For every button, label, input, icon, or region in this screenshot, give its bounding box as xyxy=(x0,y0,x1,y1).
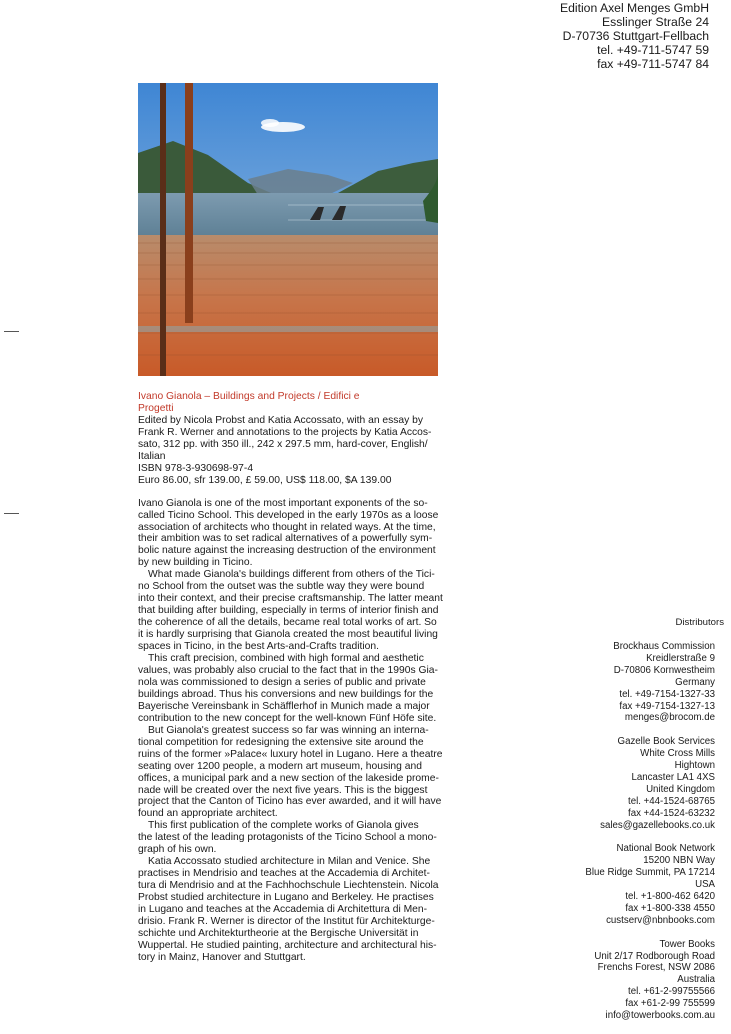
text-line: Probst studied architecture in Lugano and Berkeley. He practises xyxy=(138,892,434,904)
distributor-tel: tel. +49-7154-1327-33 xyxy=(619,688,715,700)
text-line: nola was commissioned to design a series of public and private xyxy=(138,676,426,688)
paragraph xyxy=(138,820,468,856)
crop-mark xyxy=(4,331,19,332)
distributor-name: National Book Network xyxy=(616,843,715,855)
meta-line: sato, 312 pp. with 350 ill., 242 x 297.5 mm, hard-cover, English/ xyxy=(138,438,428,450)
text-line: their ambition was to set radical alternatives of a powerfully sym- xyxy=(138,533,433,545)
distributor-email: sales@gazellebooks.co.uk xyxy=(600,819,715,831)
book-meta xyxy=(138,415,468,487)
text-line: Ivano Gianola is one of the most important exponents of the so- xyxy=(138,497,428,509)
book-title-line: Progetti xyxy=(138,402,174,414)
cover-photo xyxy=(138,83,438,376)
text-line: that building after building, especially in terms of interior finish and xyxy=(138,605,439,617)
text-line: bolic nature against the increasing destruction of the environment xyxy=(138,545,436,557)
text-line: What made Gianola's buildings different from others of the Tici- xyxy=(148,569,435,581)
book-title xyxy=(138,391,468,415)
distributor-entry xyxy=(585,641,715,724)
paragraph xyxy=(138,569,468,653)
publisher-name: Edition Axel Menges GmbH xyxy=(559,1,709,15)
distributor-line: Frenchs Forest, NSW 2086 xyxy=(597,962,715,974)
text-line: the latest of the leading protagonists of the Ticino School a mono- xyxy=(138,832,437,844)
distributor-line: Unit 2/17 Rodborough Road xyxy=(594,950,715,962)
distributor-line: United Kingdom xyxy=(646,783,715,795)
distributor-line: Hightown xyxy=(674,760,715,772)
distributor-tel: tel. +61-2-99755566 xyxy=(628,986,715,998)
distributor-line: Lancaster LA1 4XS xyxy=(631,771,715,783)
publisher-tel: tel. +49-711-5747 59 xyxy=(597,42,709,57)
distributor-fax: fax +44-1524-63232 xyxy=(628,807,715,819)
text-line: buildings abroad. Thus his conversions and new buildings for the xyxy=(138,688,434,700)
paragraph xyxy=(138,725,468,821)
text-line: But Gianola's greatest success so far was winning an interna- xyxy=(148,724,429,736)
meta-line: Frank R. Werner and annotations to the projects by Katia Accos- xyxy=(138,426,432,438)
distributor-entry xyxy=(585,736,715,831)
distributors-list xyxy=(585,641,715,1034)
distributor-fax: fax +49-7154-1327-13 xyxy=(619,700,715,712)
distributor-name: Brockhaus Commission xyxy=(613,641,715,652)
text-line: no School from the outset was the subtle way they were bound xyxy=(138,581,425,593)
publisher-address xyxy=(560,2,709,72)
text-line: association of architects who thought in related ways. At the time, xyxy=(138,521,436,533)
distributor-line: Blue Ridge Summit, PA 17214 xyxy=(585,867,715,879)
distributor-line: 15200 NBN Way xyxy=(643,855,715,867)
text-line: project that the Canton of Ticino has ever awarded, and it will have xyxy=(138,796,442,808)
text-line: spaces in Ticino, in the best Arts-and-Crafts tradition. xyxy=(138,641,379,653)
text-line: offices, a municipal park and a new section of the lakeside prome- xyxy=(138,772,439,784)
text-line: schichte und Architekturtheorie at the Bergische Universität in xyxy=(138,927,419,939)
text-line: Bayerische Vereinsbank in Schäfflerhof in Munich made a major xyxy=(138,700,430,712)
text-line: tional competition for redesigning the extensive site around the xyxy=(138,736,424,748)
distributor-email: menges@brocom.de xyxy=(624,712,715,724)
distributor-name: Tower Books xyxy=(659,938,715,950)
text-line: by new building in Ticino. xyxy=(138,557,253,569)
distributor-entry xyxy=(585,843,715,926)
crop-mark xyxy=(4,513,19,514)
isbn: ISBN 978-3-930698-97-4 xyxy=(138,462,254,474)
publisher-city: D-70736 Stuttgart-Fellbach xyxy=(562,28,709,43)
prices: Euro 86.00, sfr 139.00, £ 59.00, US$ 118.00, $A 139.00 xyxy=(138,474,392,486)
book-entry xyxy=(138,391,468,964)
text-line: tory in Mainz, Hanover and Stuttgart. xyxy=(138,951,306,963)
distributor-line: White Cross Mills xyxy=(640,748,715,760)
text-line: This craft precision, combined with high formal and aesthetic xyxy=(148,653,424,665)
paragraph xyxy=(138,498,468,570)
distributor-tel: tel. +1-800-462 6420 xyxy=(625,891,715,902)
text-line: contribution to the new concept for the well-known Fünf Höfe site. xyxy=(138,712,437,724)
paragraph xyxy=(138,653,468,725)
text-line: graph of his own. xyxy=(138,844,217,856)
text-line: ruins of the former »Palace« luxury hotel in Lugano. Here a theatre xyxy=(138,748,443,760)
distributor-line: Australia xyxy=(677,974,715,986)
text-line: in Lugano and teaches at the Accademia di Architettura di Men- xyxy=(138,904,428,916)
meta-line: Italian xyxy=(138,450,166,462)
book-title-line: Ivano Gianola – Buildings and Projects / Edifici e xyxy=(138,391,360,402)
distributor-line: Germany xyxy=(675,676,715,688)
text-line: seating over 1200 people, a modern art museum, housing and xyxy=(138,760,422,772)
text-line: Katia Accossato studied architecture in Milan and Venice. She xyxy=(148,856,431,868)
publisher-fax: fax +49-711-5747 84 xyxy=(597,56,709,71)
distributor-tel: tel. +44-1524-68765 xyxy=(628,795,715,807)
text-line: tura di Mendrisio and at the Fachhochschule Liechtenstein. Nicola xyxy=(138,880,439,892)
paragraph xyxy=(138,856,468,964)
text-line: nade will be created over the next five years. This is the biggest xyxy=(138,784,428,796)
text-line: values, was probably also crucial to the fact that in the 1990s Gia- xyxy=(138,664,438,676)
distributor-email: info@towerbooks.com.au xyxy=(605,1010,715,1022)
text-line: found an appropriate architect. xyxy=(138,808,278,820)
distributor-fax: fax +1-800-338 4550 xyxy=(625,902,715,914)
distributor-fax: fax +61-2-99 755599 xyxy=(625,998,715,1010)
text-line: practises in Mendrisio and teaches at the Accademia di Architet- xyxy=(138,868,430,880)
distributor-name: Gazelle Book Services xyxy=(617,736,715,748)
text-line: called Ticino School. This developed in the early 1970s as a loose xyxy=(138,509,439,521)
distributor-entry xyxy=(585,939,715,1022)
text-line: into their context, and their precise craftsmanship. The latter meant xyxy=(138,593,443,605)
distributors-heading: Distributors xyxy=(675,617,724,628)
distributor-line: D-70806 Kornwestheim xyxy=(613,664,715,676)
distributor-line: Kreidlerstraße 9 xyxy=(646,652,715,664)
distributor-line: USA xyxy=(695,879,715,891)
publisher-street: Esslinger Straße 24 xyxy=(601,14,709,29)
text-line: Wuppertal. He studied painting, architecture and architectural his- xyxy=(138,939,437,951)
text-line: drisio. Frank R. Werner is director of the Institut für Architekturge- xyxy=(138,915,435,927)
text-line: it is hardly surprising that Gianola created the most beautiful living xyxy=(138,629,438,641)
text-line: This first publication of the complete works of Gianola gives xyxy=(148,820,419,832)
book-description xyxy=(138,498,468,964)
distributor-email: custserv@nbnbooks.com xyxy=(606,914,715,926)
meta-line: Edited by Nicola Probst and Katia Accossato, with an essay by xyxy=(138,414,424,426)
text-line: the coherence of all the details, became real total works of art. So xyxy=(138,617,437,629)
